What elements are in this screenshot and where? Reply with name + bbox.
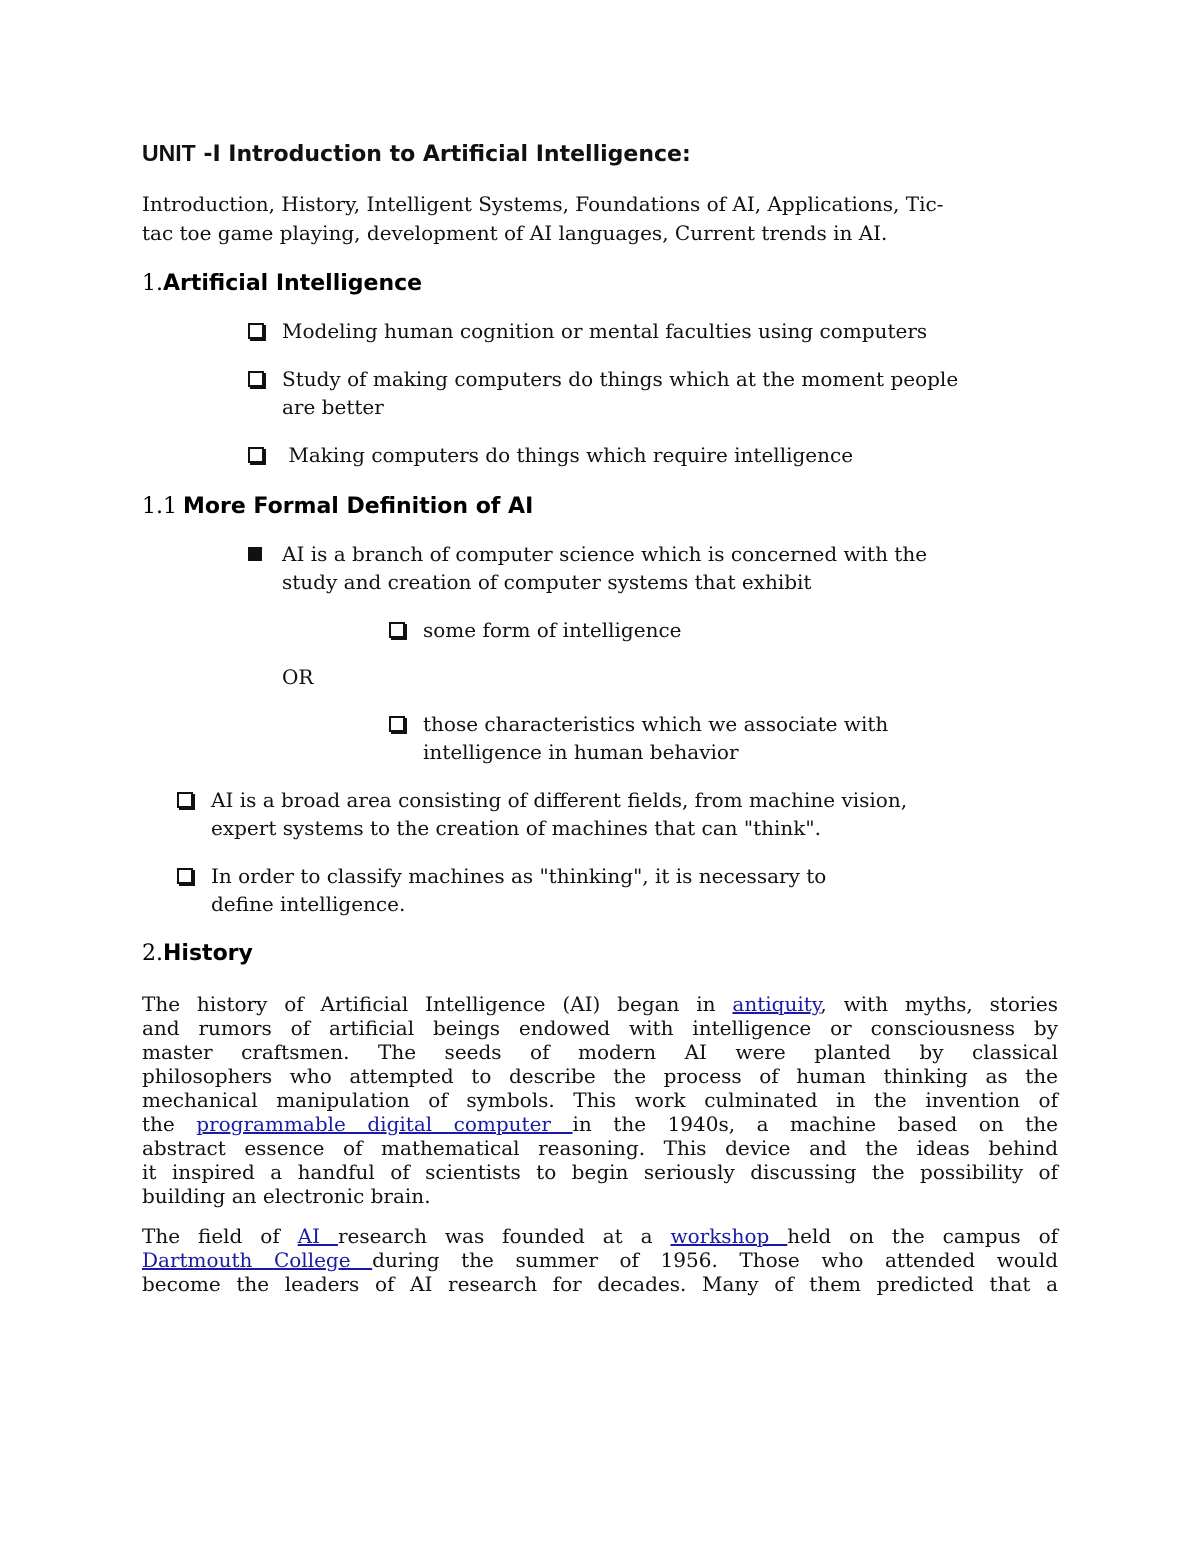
text-run: in the 1940s, a machine based on the <box>572 1112 1058 1136</box>
paragraph-line: master craftsmen. The seeds of modern AI were planted by classical <box>142 1040 1058 1064</box>
text-run: during the summer of 1956. Those who attended would <box>372 1248 1059 1272</box>
section-1-1-number: 1.1 <box>142 494 177 519</box>
section-1-heading <box>142 270 422 296</box>
section-1-number: 1. <box>142 271 163 296</box>
paragraph-line: abstract essence of mathematical reasoning. This device and the ideas behind <box>142 1136 1058 1160</box>
title-rest: -I Introduction to Artificial Intelligence: <box>195 142 691 167</box>
link-programmable-digital-computer[interactable]: programmable digital computer <box>196 1112 573 1136</box>
sub-item: some form of intelligence <box>423 618 682 642</box>
intro-line-1: Introduction, History, Intelligent Systems, Foundations of AI, Applications, Tic- <box>142 192 944 216</box>
text-run: The history of Artificial Intelligence (AI) began in <box>142 992 733 1016</box>
definition-line-2: study and creation of computer systems that exhibit <box>282 570 812 594</box>
checkbox-bullet-icon <box>389 622 405 638</box>
paragraph-line: mechanical manipulation of symbols. This work culminated in the invention of <box>142 1088 1058 1112</box>
link-dartmouth-college[interactable]: Dartmouth College <box>142 1248 373 1272</box>
paragraph-line <box>142 1224 1058 1248</box>
intro-line-2: tac toe game playing, development of AI languages, Current trends in AI. <box>142 221 888 245</box>
list-item: In order to classify machines as "thinking", it is necessary to <box>211 864 827 888</box>
section-1-1-heading <box>142 493 533 519</box>
paragraph-line <box>142 1112 1058 1136</box>
paragraph-line: building an electronic brain. <box>142 1184 431 1208</box>
text-run: , with myths, stories <box>820 992 1058 1016</box>
section-2-number: 2. <box>142 941 163 966</box>
checkbox-bullet-icon <box>248 323 264 339</box>
section-1-1-label: More Formal Definition of AI <box>183 494 534 519</box>
list-item-continuation: are better <box>282 395 384 419</box>
list-item: Making computers do things which require intelligence <box>282 443 854 467</box>
list-item-continuation: expert systems to the creation of machines that can "think". <box>211 816 821 840</box>
page-title <box>142 140 691 167</box>
checkbox-bullet-icon <box>177 792 193 808</box>
list-item: Study of making computers do things which at the moment people <box>282 367 959 391</box>
or-label: OR <box>282 665 314 689</box>
checkbox-bullet-icon <box>248 447 264 463</box>
definition-line-1: AI is a branch of computer science which is concerned with the <box>282 542 928 566</box>
link-antiquity[interactable]: antiquity <box>732 992 821 1016</box>
title-unit: UNIT <box>142 140 196 166</box>
list-item-continuation: define intelligence. <box>211 892 406 916</box>
paragraph-line: become the leaders of AI research for decades. Many of them predicted that a <box>142 1272 1058 1296</box>
paragraph-line: philosophers who attempted to describe the process of human thinking as the <box>142 1064 1058 1088</box>
history-paragraph-1 <box>142 992 1058 1208</box>
section-2-heading <box>142 940 253 966</box>
text-run: The field of <box>142 1224 298 1248</box>
checkbox-bullet-icon <box>177 868 193 884</box>
paragraph-line <box>142 992 1058 1016</box>
text-run: the <box>142 1112 197 1136</box>
checkbox-bullet-icon <box>389 716 405 732</box>
list-item: AI is a broad area consisting of different fields, from machine vision, <box>211 788 908 812</box>
square-bullet-icon <box>248 547 262 561</box>
list-item: Modeling human cognition or mental faculties using computers <box>282 319 928 343</box>
paragraph-line: and rumors of artificial beings endowed with intelligence or consciousness by <box>142 1016 1058 1040</box>
section-2-label: History <box>163 941 253 966</box>
section-1-label: Artificial Intelligence <box>163 271 423 296</box>
sub-item: those characteristics which we associate with <box>423 712 889 736</box>
paragraph-line: it inspired a handful of scientists to begin seriously discussing the possibility of <box>142 1160 1058 1184</box>
link-workshop[interactable]: workshop <box>670 1224 788 1248</box>
text-run: held on the campus of <box>787 1224 1059 1248</box>
text-run: research was founded at a <box>337 1224 671 1248</box>
history-paragraph-2 <box>142 1224 1058 1296</box>
link-ai[interactable]: AI <box>297 1224 338 1248</box>
sub-item-continuation: intelligence in human behavior <box>423 740 739 764</box>
paragraph-line <box>142 1248 1058 1272</box>
checkbox-bullet-icon <box>248 371 264 387</box>
